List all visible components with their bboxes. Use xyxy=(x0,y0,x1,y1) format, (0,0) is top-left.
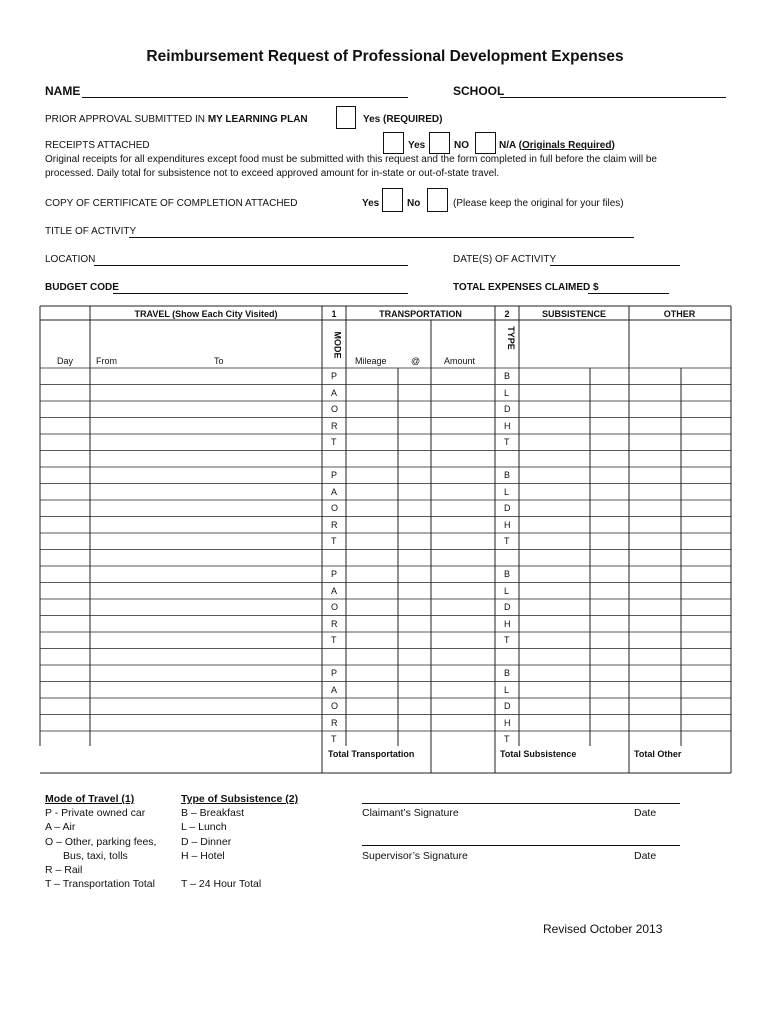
mode-legend-item: O – Other, parking fees, xyxy=(45,835,157,848)
col2-header: 2 xyxy=(504,309,510,319)
type-letter: D xyxy=(504,701,511,711)
transportation-header: TRANSPORTATION xyxy=(379,309,462,319)
type-letter: H xyxy=(504,618,511,629)
revised-date: Revised October 2013 xyxy=(543,922,663,936)
mode-legend-item: A – Air xyxy=(45,821,76,834)
mode-letter: R xyxy=(331,618,338,629)
mode-legend-item: T – Transportation Total xyxy=(45,878,155,891)
receipts-note-line1: Original receipts for all expenditures except food must be submitted with this request and the form completed in full before the claim will be xyxy=(45,154,657,165)
certificate-no-label: No xyxy=(407,198,421,209)
type-letter: D xyxy=(504,602,511,612)
mode-letter: O xyxy=(331,701,339,711)
type-letter: H xyxy=(504,420,511,431)
total-subsistence-label: Total Subsistence xyxy=(500,749,577,759)
receipts-na-checkbox[interactable] xyxy=(475,132,496,154)
name-field[interactable] xyxy=(82,97,408,98)
certificate-yes-checkbox[interactable] xyxy=(382,188,403,212)
mode-letter: P xyxy=(331,470,338,480)
type-letter: L xyxy=(504,585,510,596)
mode-letter: O xyxy=(331,503,339,513)
to-column-header: To xyxy=(214,356,224,366)
budget-code-label: BUDGET CODE xyxy=(45,282,119,293)
dates-label: DATE(S) OF ACTIVITY xyxy=(453,254,557,265)
type-letter: T xyxy=(504,437,510,447)
at-column-header: @ xyxy=(411,356,421,366)
certificate-no-checkbox[interactable] xyxy=(427,188,448,212)
mode-letter: A xyxy=(331,486,338,497)
type-letter: B xyxy=(504,470,511,480)
title-of-activity-field[interactable] xyxy=(129,237,634,238)
type-letter: B xyxy=(504,371,511,381)
receipts-label: RECEIPTS ATTACHED xyxy=(45,140,150,151)
type-vertical-label: TYPE xyxy=(505,326,516,350)
total-claimed-field[interactable] xyxy=(588,293,669,294)
type-legend-item: B – Breakfast xyxy=(181,807,245,820)
type-letter: L xyxy=(504,387,510,398)
type-letter: L xyxy=(504,486,510,497)
mode-letter: O xyxy=(331,404,339,414)
mode-letter: O xyxy=(331,602,339,612)
type-legend-item: D – Dinner xyxy=(181,835,232,848)
type-letter: D xyxy=(504,503,511,513)
location-field[interactable] xyxy=(94,265,408,266)
mode-legend-item: R – Rail xyxy=(45,864,83,877)
mode-letter: T xyxy=(331,536,337,546)
prior-approval-checkbox[interactable] xyxy=(336,106,356,129)
claimant-date-label: Date xyxy=(634,807,657,819)
form-title: Reimbursement Request of Professional Development Expenses xyxy=(146,48,624,65)
travel-header: TRAVEL (Show Each City Visited) xyxy=(134,309,278,319)
type-legend-item: L – Lunch xyxy=(181,821,227,834)
claimant-signature-label: Claimant’s Signature xyxy=(362,807,459,819)
mode-legend-title: Mode of Travel (1) xyxy=(45,793,135,805)
mode-letter: T xyxy=(331,635,337,645)
mode-letter: T xyxy=(331,437,337,447)
col1-header: 1 xyxy=(331,309,337,319)
mode-letter: R xyxy=(331,420,338,431)
title-of-activity-label: TITLE OF ACTIVITY xyxy=(45,226,137,237)
certificate-note: (Please keep the original for your files) xyxy=(453,198,624,209)
mode-letter: A xyxy=(331,387,338,398)
claimant-signature-line[interactable] xyxy=(362,803,680,804)
type-legend-item: T – 24 Hour Total xyxy=(181,878,262,891)
receipts-yes-label: Yes xyxy=(408,140,426,151)
dates-field[interactable] xyxy=(550,265,680,266)
receipts-yes-checkbox[interactable] xyxy=(383,132,404,154)
mode-letter: A xyxy=(331,684,338,695)
mode-of-travel-legend xyxy=(45,792,156,891)
mileage-column-header: Mileage xyxy=(355,356,387,366)
total-other-label: Total Other xyxy=(634,749,682,759)
certificate-label: COPY OF CERTIFICATE OF COMPLETION ATTACHED xyxy=(45,198,298,209)
mode-letter: P xyxy=(331,668,338,678)
type-letter: B xyxy=(504,668,511,678)
school-field[interactable] xyxy=(500,97,726,98)
type-letter: L xyxy=(504,684,510,695)
certificate-yes-label: Yes xyxy=(362,198,380,209)
mode-legend-item: Bus, taxi, tolls xyxy=(63,849,128,862)
total-claimed-label: TOTAL EXPENSES CLAIMED $ xyxy=(453,282,599,293)
supervisor-signature-line[interactable] xyxy=(362,845,680,846)
type-letter: B xyxy=(504,569,511,579)
mode-legend-item: P - Private owned car xyxy=(45,807,146,820)
type-legend-spacer xyxy=(181,863,298,877)
receipts-no-label: NO xyxy=(454,140,469,151)
mode-letter: P xyxy=(331,371,338,381)
type-letter: T xyxy=(504,536,510,546)
location-label: LOCATION xyxy=(45,254,96,265)
receipts-na-label: N/A (Originals Required) xyxy=(499,140,615,151)
from-column-header: From xyxy=(96,356,117,366)
type-letter: H xyxy=(504,717,511,728)
type-letter: T xyxy=(504,734,510,744)
total-transportation-label: Total Transportation xyxy=(328,749,415,759)
name-label: NAME xyxy=(45,84,81,98)
type-legend-item: H – Hotel xyxy=(181,849,225,862)
other-header: OTHER xyxy=(663,309,696,319)
type-letter: H xyxy=(504,519,511,530)
mode-letter: R xyxy=(331,519,338,530)
mode-letter: P xyxy=(331,569,338,579)
prior-approval-label: PRIOR APPROVAL SUBMITTED IN MY LEARNING PLAN xyxy=(45,114,308,125)
type-of-subsistence-legend xyxy=(181,792,298,891)
day-column-header: Day xyxy=(57,356,74,366)
supervisor-date-label: Date xyxy=(634,850,657,862)
mode-letter: R xyxy=(331,717,338,728)
receipts-no-checkbox[interactable] xyxy=(429,132,450,154)
type-letter: T xyxy=(504,635,510,645)
supervisor-signature-label: Supervisor’s Signature xyxy=(362,850,468,862)
mode-vertical-label: MODE xyxy=(332,331,343,359)
mode-letter: T xyxy=(331,734,337,744)
receipts-note-line2: processed. Daily total for subsistence not to exceed approved amount for in-state or out-of-state travel. xyxy=(45,168,500,179)
mode-letter: A xyxy=(331,585,338,596)
amount-column-header: Amount xyxy=(444,356,476,366)
budget-code-field[interactable] xyxy=(113,293,408,294)
subsistence-header: SUBSISTENCE xyxy=(541,309,606,319)
school-label: SCHOOL xyxy=(453,84,505,98)
type-legend-title: Type of Subsistence (2) xyxy=(181,793,299,805)
prior-approval-yes-label: Yes (REQUIRED) xyxy=(363,114,443,125)
type-letter: D xyxy=(504,404,511,414)
